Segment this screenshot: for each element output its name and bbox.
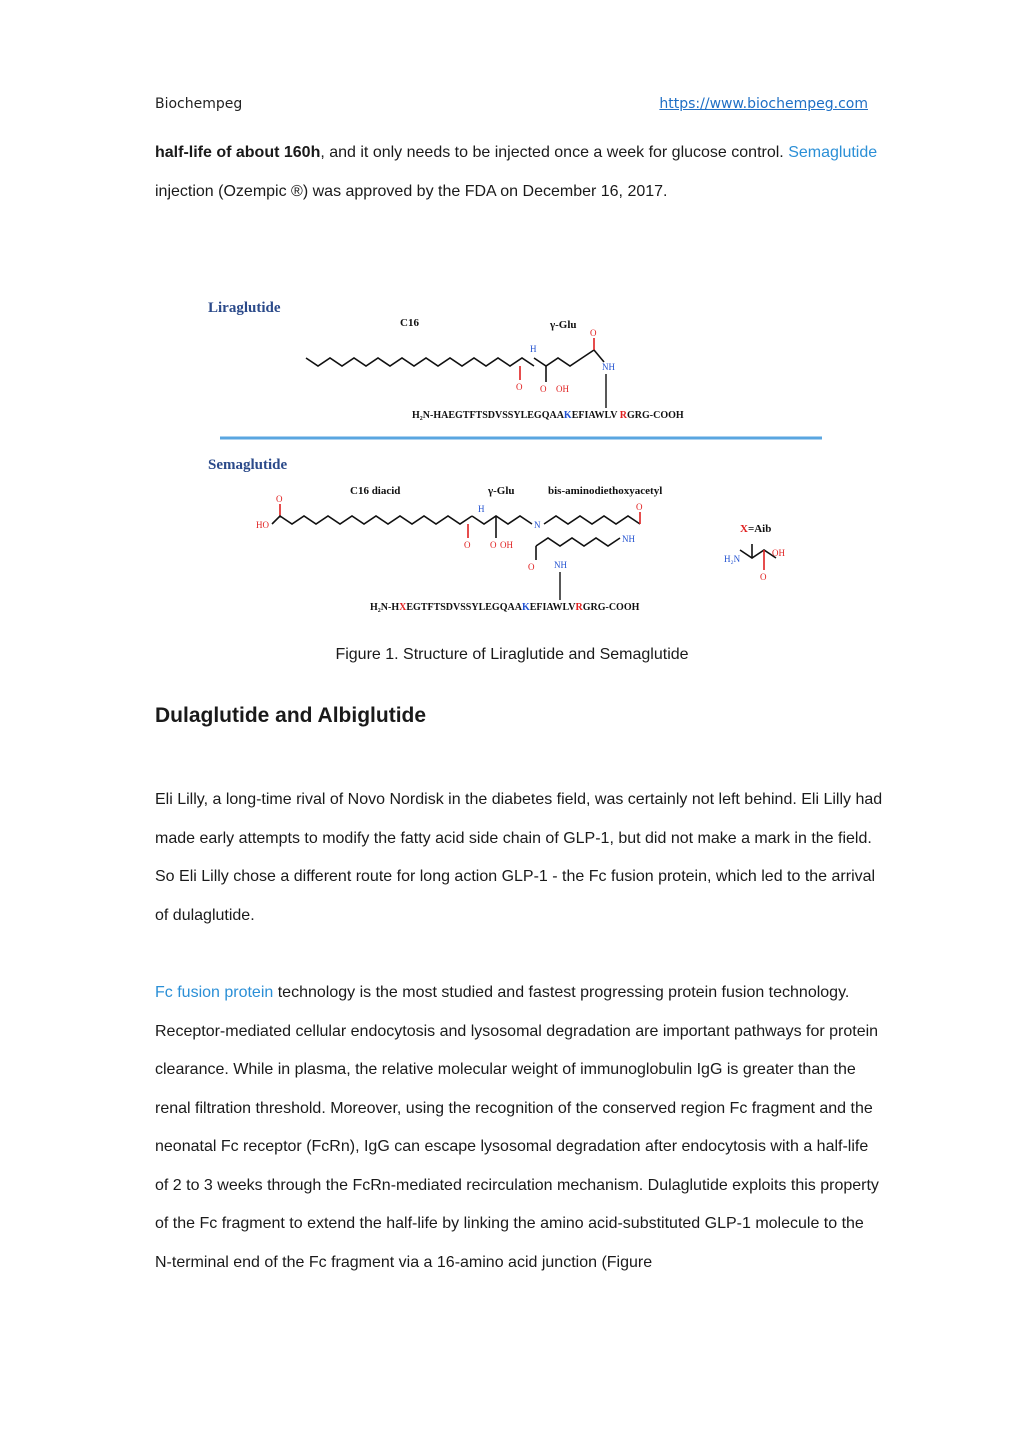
sema-glu-backbone [472, 516, 532, 524]
paragraph-fc-fusion [155, 974, 885, 1282]
lira-o-2: O [540, 384, 547, 394]
sema-nh-1: NH [622, 534, 635, 544]
lira-sequence: H₂N-HAEGTFTSDVSSYLEGQAAKEFIAWLV RGRG-COOH [412, 410, 684, 421]
sema-o-1: O [276, 494, 283, 504]
sema-ho: HO [256, 520, 269, 530]
structure-figure [200, 292, 830, 622]
lira-fatty-chain [306, 358, 534, 366]
sema-c16-label: C16 diacid [350, 485, 401, 497]
figure-caption: Figure 1. Structure of Liraglutide and Semaglutide [335, 646, 689, 663]
sema-nh-2: NH [554, 560, 567, 570]
lira-glu-backbone [534, 350, 594, 366]
sema-sequence: H₂N-HXEGTFTSDVSSYLEGQAAKEFIAWLVRGRG-COOH [370, 602, 640, 613]
lira-amide [594, 350, 604, 362]
lira-nh-2: NH [602, 362, 615, 372]
aib-o: O [760, 572, 767, 582]
sema-n: N [534, 520, 541, 530]
header-url-link[interactable]: https://www.biochempeg.com [659, 96, 868, 112]
liraglutide-title: Liraglutide [208, 300, 281, 316]
lira-o-1: O [516, 382, 523, 392]
lira-o-3: O [590, 328, 597, 338]
lira-c16-label: C16 [400, 317, 419, 329]
intro-text-2: injection (Ozempic ®) was approved by the FDA on December 16, 2017. [155, 182, 668, 200]
lira-nh: H [530, 344, 537, 354]
aib-oh: OH [772, 548, 785, 558]
semaglutide-link[interactable]: Semaglutide [788, 144, 878, 161]
aib-h2n: H₂N [724, 554, 741, 564]
section-title: Dulaglutide and Albiglutide [155, 704, 427, 727]
sema-fatty-chain [272, 516, 472, 524]
sema-o-4: O [636, 502, 643, 512]
lira-oh: OH [556, 384, 569, 394]
sema-bis-label: bis-aminodiethoxyacetyl [548, 485, 663, 497]
semaglutide-title: Semaglutide [208, 457, 288, 473]
intro-paragraph [155, 134, 885, 211]
sema-linker-1 [544, 516, 640, 524]
paragraph-fc-fusion-text: technology is the most studied and fastest progressing protein fusion technology. Receptor-mediated cellular endocytosis and lysosomal degradation are important pathways for protein clearance. While in plasma, the relative molecular weight of immunoglobulin IgG is greater than the renal filtration threshold. Moreover, using the recognition of the conserved region Fc fragment and the neonatal Fc receptor (FcRn), IgG can escape lysosomal degradation after endocytosis with a half-life of 2 to 3 weeks through the FcRn-mediated recirculation mechanism. Dulaglutide exploits this property of the Fc fragment to extend the half-life by linking the amino acid-substituted GLP-1 molecule to the N-terminal end of the Fc fragment via a 16-amino acid junction (Figure [155, 984, 879, 1271]
sema-gglu-label: γ-Glu [488, 485, 515, 497]
intro-text-1: , and it only needs to be injected once a week for glucose control. [320, 144, 789, 161]
intro-bold: half-life of about 160h [155, 144, 321, 161]
sema-oh: OH [500, 540, 513, 550]
sema-linker-2 [536, 538, 620, 546]
fc-fusion-protein-link[interactable]: Fc fusion protein [155, 984, 274, 1001]
sema-o-3: O [490, 540, 497, 550]
aib-structure [740, 550, 776, 558]
aib-label: X=Aib [740, 523, 772, 535]
sema-h: H [478, 504, 485, 514]
lira-gglu-label: γ-Glu [550, 319, 577, 331]
paragraph-eli-lilly: Eli Lilly, a long-time rival of Novo Nordisk in the diabetes field, was certainly not left behind. Eli Lilly had made early attempts to modify the fatty acid side chain of GLP-1, but did not make a mark in the field. So Eli Lilly chose a different route for long action GLP-1 - the Fc fusion protein, which led to the arrival of dulaglutide. [155, 791, 883, 924]
header-brand: Biochempeg [155, 96, 243, 112]
sema-o-2: O [464, 540, 471, 550]
sema-o-5: O [528, 562, 535, 572]
